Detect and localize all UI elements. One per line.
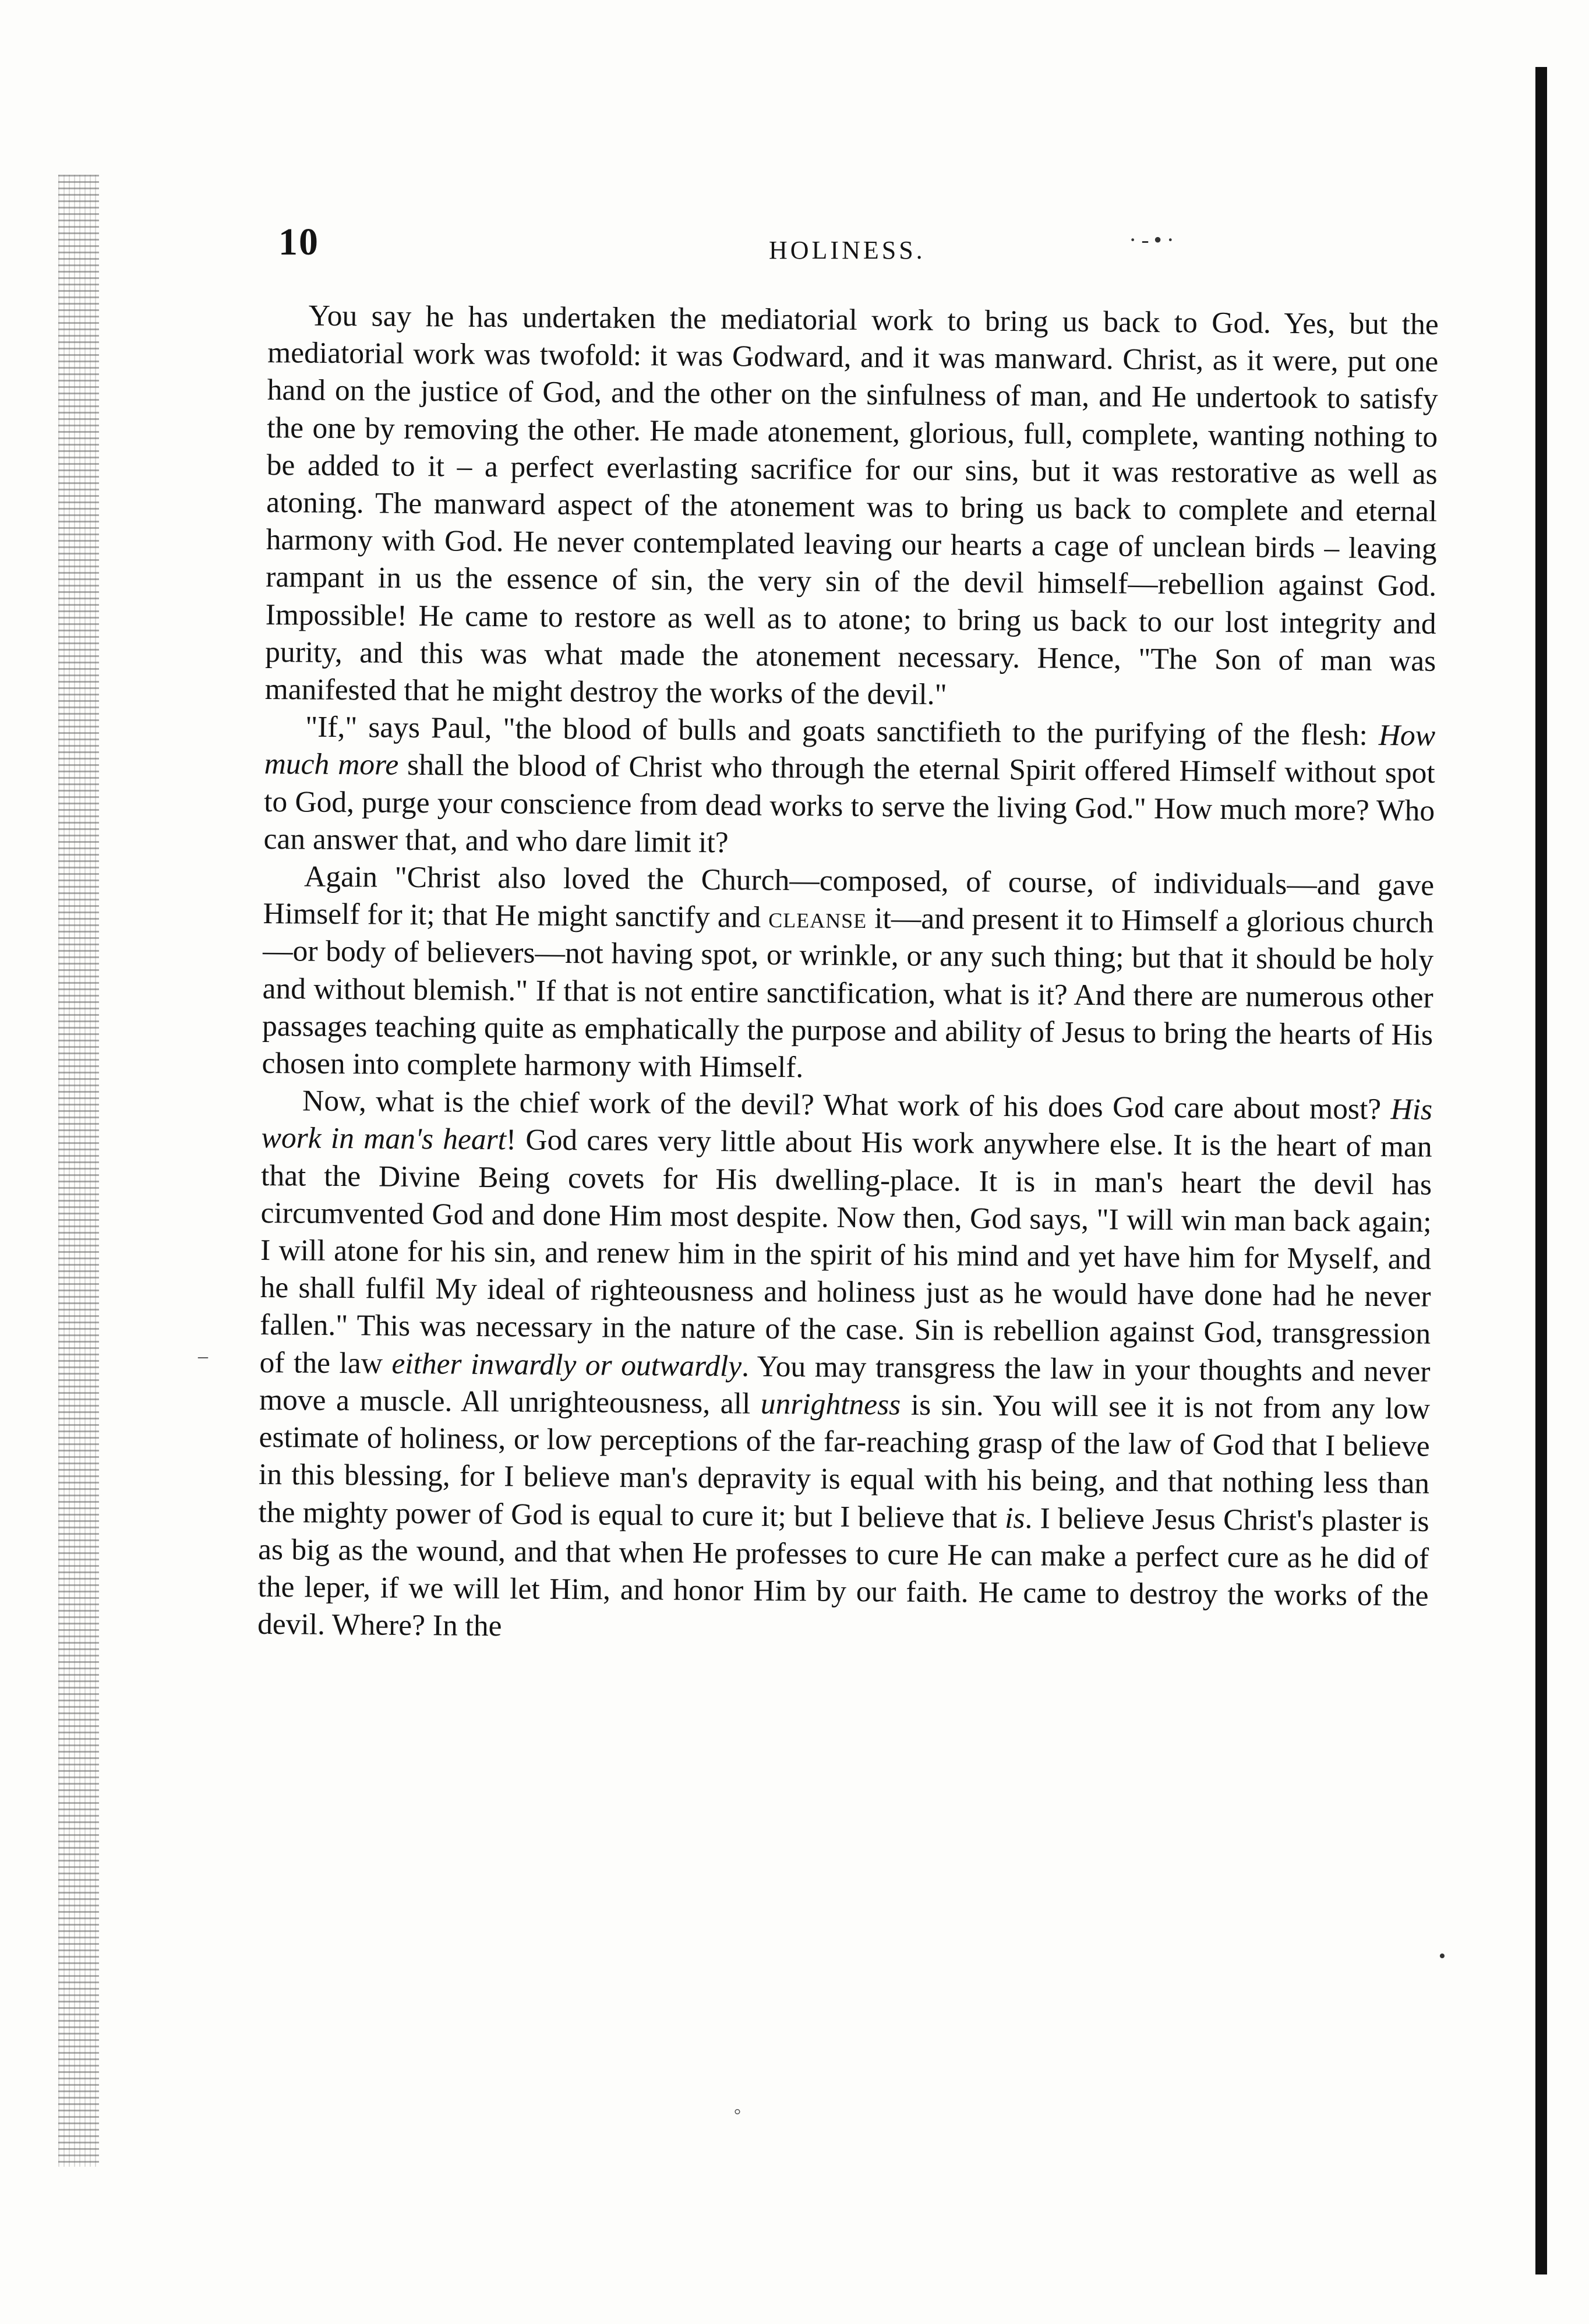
paragraph	[264, 297, 1438, 718]
margin-mark: –	[198, 1345, 208, 1367]
text-segment: Now, what is the chief work of the devil? What work of his does God care about most?	[302, 1084, 1391, 1126]
text-segment: . You may transgress the law in your thoughts and never move a muscle. All unrighteousness, all	[259, 1350, 1431, 1421]
italic-text: is	[1004, 1501, 1025, 1535]
italic-text: His work in man's heart	[261, 1093, 1433, 1157]
italic-text: How much more	[264, 719, 1436, 782]
foot-mark: °	[734, 2106, 741, 2125]
text-segment: ! God cares very little about His work anywhere else. It is the heart of man that the Divine Being covets for His dwelling-place. It is in man's heart the devil has circumvented God and done Him most despite. Now then, God says, "I will win man back again; I will atone for his sin, and renew him in the spirit of his mind and yet have him for Myself, and he shall fulfil My ideal of righteousness and holiness just as he would have done had he never fallen." This was necessary in the nature of the case. Sin is rebellion against God, transgression of the law	[259, 1123, 1432, 1380]
paragraph	[262, 858, 1434, 1092]
text-segment: shall the blood of Christ who through the eternal Spirit offered Himself without spot to God, purge your conscience from dead works to serve the living God." How much more? Who can answer that, and who dare limit it?	[263, 748, 1435, 860]
paragraph	[257, 1082, 1433, 1652]
binding-gutter-speckle	[58, 175, 99, 2167]
running-title: HOLINESS.	[769, 236, 926, 264]
text-segment: "If," says Paul, "the blood of bulls and goats sanctifieth to the purifying of the flesh:	[305, 710, 1379, 753]
page-edge-rule	[1535, 67, 1547, 2274]
page-header	[278, 220, 1443, 284]
text-segment: is sin. You will see it is not from any low estimate of holiness, or low perceptions of the far-reaching grasp of the law of God that I believe in this blessing, for I believe man's depravity is equal with his being, and that nothing less than the mighty power of God is equal to cure it; but I believe that	[258, 1388, 1431, 1535]
header-ornament: ·-•·	[1129, 227, 1179, 253]
text-segment: Again "Christ also loved the Church—composed, of course, of individuals—and gave Himself for it; that He might sanctify and	[263, 860, 1435, 935]
page-number: 10	[278, 221, 319, 263]
italic-text: either inwardly or outwardly	[391, 1347, 742, 1383]
paragraph	[263, 708, 1435, 867]
text-segment: . I believe Jesus Christ's plaster is as big as the wound, and that when He professes to cure He can make a perfect cure as he did of the leper, if we will let Him, and honor Him by our faith. He came to destroy the works of the devil. Where? In the	[257, 1501, 1429, 1643]
italic-text: unrightness	[760, 1387, 901, 1422]
text-segment: it—and present it to Himself a glorious church—or body of believers—not having spot, or wrinkle, or any such thing; but that it should be holy and without blemish." If that is not entire sanctification, what is it? And there are numerous other passages teaching quite as emphatically the purpose and ability of Jesus to bring the hearts of His chosen into complete harmony with Himself.	[262, 902, 1434, 1085]
text-segment: You say he has undertaken the mediatorial work to bring us back to God. Yes, but the mediatorial work was twofold: it was Godward, and it was manward. Christ, as it were, put one hand on the justice of God, and the other on the sinfulness of man, and He undertook to satisfy the one by removing the other. He made atonement, glorious, full, complete, wanting nothing to be added to it – a perfect everlasting sacrifice for our sins, but it was restorative as well as atoning. The manward aspect of the atonement was to bring us back to complete and eternal harmony with God. He never contemplated leaving our hearts a cage of unclean birds – leaving rampant in us the essence of sin, the very sin of the devil himself—rebellion against God. Impossible! He came to restore as well as to atone; to bring us back to our lost integrity and purity, and this was what made the atonement necessary. Hence, "The Son of man was manifested that he might destroy the works of the devil."	[264, 299, 1439, 712]
body-text	[257, 297, 1439, 1652]
margin-dot: •	[1439, 1945, 1446, 1967]
small-caps-text: cleanse	[768, 901, 867, 935]
